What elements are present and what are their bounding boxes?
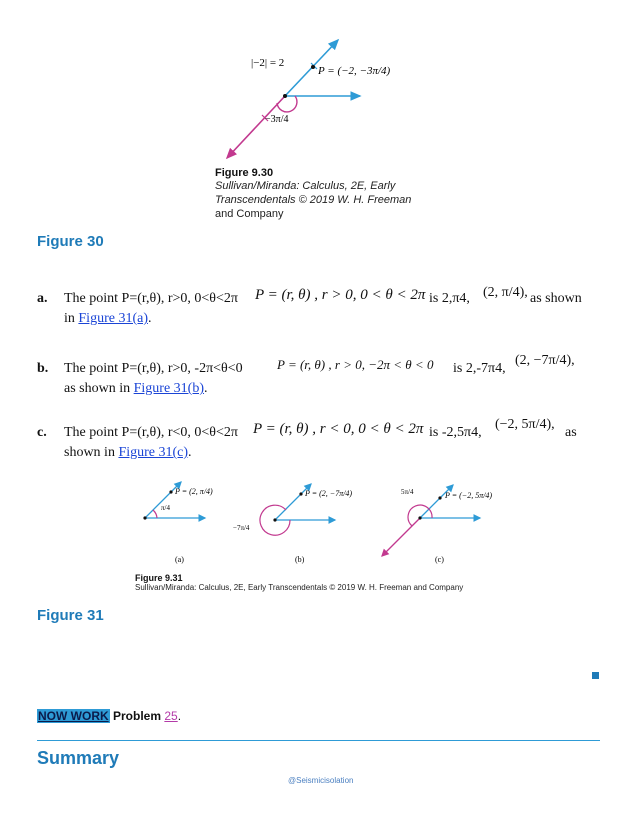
panel-a-label: (a): [175, 555, 184, 564]
item-c-line2-prefix: shown in: [64, 445, 119, 460]
watermark: @Seismicisolation: [288, 776, 354, 785]
figure-9-31-diagram: [135, 480, 515, 568]
item-c-line2-suffix: .: [188, 445, 192, 460]
item-a-tuple: (2, π/4),: [483, 285, 528, 300]
panel-b: [233, 484, 352, 535]
section-divider: [37, 740, 600, 741]
item-a-mid: is 2,π4,: [429, 291, 470, 306]
figure-31c-link[interactable]: Figure 31(c): [118, 445, 189, 460]
panel-a-point: P = (2, π/4): [175, 487, 213, 496]
angle-arc: [277, 96, 297, 112]
point-label: P = (−2, −3π/4): [318, 65, 391, 77]
panel-c-angle: 5π/4: [401, 488, 414, 496]
item-a-letter: a.: [37, 291, 48, 306]
item-a-math: P = (r, θ) , r > 0, 0 < θ < 2π: [255, 287, 426, 303]
panel-a-angle: π/4: [161, 504, 170, 512]
item-b-lead: The point P=(r,θ), r>0, -2π<θ<0: [64, 361, 243, 376]
figure-31-label: Figure 31: [37, 607, 104, 624]
abs-label: |−2| = 2: [251, 57, 285, 69]
panel-c: [382, 485, 492, 556]
item-c: [37, 417, 597, 462]
item-a: [37, 285, 597, 328]
now-work-line: [37, 709, 181, 723]
now-work-end: .: [177, 709, 182, 723]
item-a-lead: The point P=(r,θ), r>0, 0<θ<2π: [64, 291, 238, 306]
figure-9-30-caption-3: and Company: [215, 208, 284, 220]
point-dot: [311, 65, 315, 69]
item-b-tuple: (2, −7π/4),: [515, 353, 575, 368]
figure-9-31-title: Figure 9.31: [135, 573, 183, 583]
item-b-mid: is 2,-7π4,: [453, 361, 506, 376]
figure-31a-link[interactable]: Figure 31(a): [78, 311, 148, 326]
panel-b-angle: −7π/4: [233, 524, 250, 532]
summary-heading: Summary: [37, 748, 120, 768]
panel-a: [143, 482, 213, 520]
item-a-line2-suffix: .: [147, 311, 152, 326]
figure-30-label: Figure 30: [37, 233, 104, 250]
item-c-after: as: [565, 425, 577, 440]
item-b-letter: b.: [37, 361, 49, 376]
figure-9-30-diagram: [215, 30, 435, 160]
end-of-example-marker: [592, 672, 599, 679]
figure-9-31: [135, 480, 515, 592]
item-b: [37, 353, 597, 398]
item-c-tuple: (−2, 5π/4),: [495, 417, 555, 432]
figure-9-30: [215, 30, 435, 220]
item-b-line2-prefix: as shown in: [64, 381, 134, 396]
now-work-text: Problem: [109, 709, 165, 723]
figure-9-30-caption-1: Sullivan/Miranda: Calculus, 2E, Early: [215, 180, 396, 192]
now-work-tag[interactable]: NOW WORK: [38, 709, 109, 723]
problem-link[interactable]: 25: [164, 709, 178, 723]
item-c-letter: c.: [37, 425, 47, 440]
figure-9-30-caption-2: Transcendentals © 2019 W. H. Freeman: [215, 194, 412, 206]
panel-c-label: (c): [435, 555, 444, 564]
item-c-mid: is -2,5π4,: [429, 425, 482, 440]
item-a-line2-prefix: in: [64, 311, 79, 326]
item-a-after: as shown: [530, 291, 582, 306]
panel-c-point: P = (−2, 5π/4): [445, 491, 493, 500]
panel-b-label: (b): [295, 555, 305, 564]
figure-31b-link[interactable]: Figure 31(b): [133, 381, 205, 396]
panel-b-point: P = (2, −7π/4): [305, 489, 353, 498]
figure-9-30-title: Figure 9.30: [215, 167, 274, 179]
pole-dot: [283, 94, 287, 98]
item-c-lead: The point P=(r,θ), r<0, 0<θ<2π: [64, 425, 238, 440]
item-b-line2-suffix: .: [204, 381, 208, 396]
figure-9-31-caption: Sullivan/Miranda: Calculus, 2E, Early Transcendentals © 2019 W. H. Freeman and Company: [135, 583, 464, 592]
item-b-math: P = (r, θ) , r > 0, −2π < θ < 0: [277, 357, 434, 372]
angle-label: −3π/4: [265, 114, 289, 125]
item-c-math: P = (r, θ) , r < 0, 0 < θ < 2π: [253, 421, 424, 437]
angle-ray: [227, 96, 285, 158]
